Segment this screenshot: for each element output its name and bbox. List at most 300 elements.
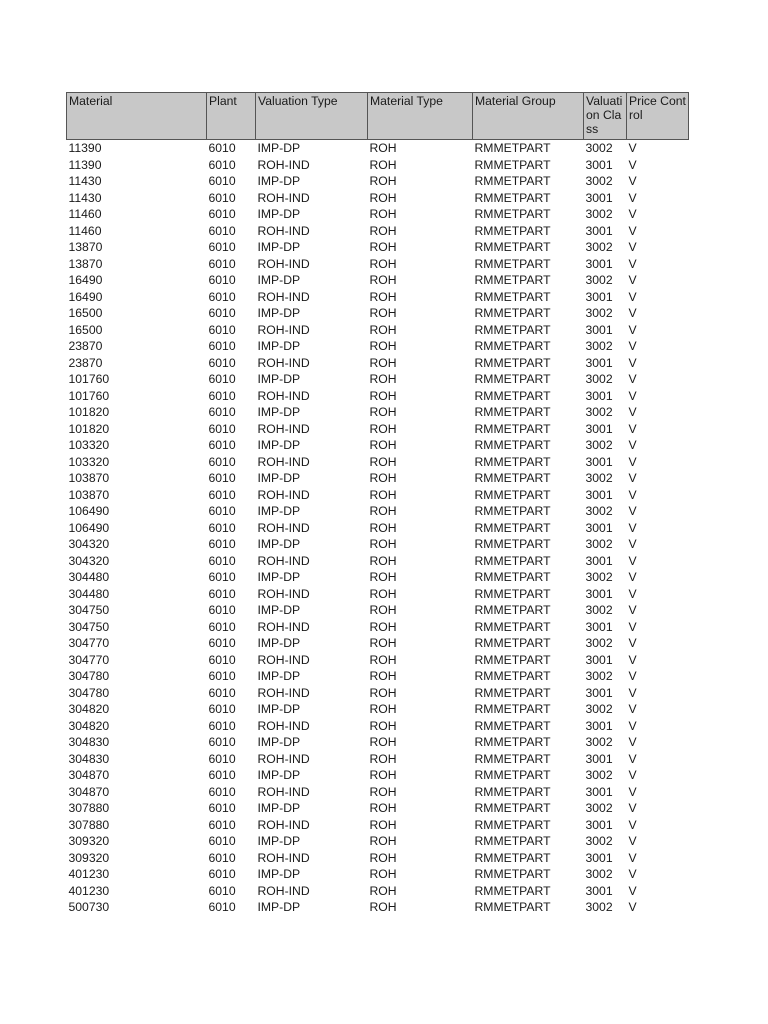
cell-plant: 6010 (208, 520, 236, 535)
cell-material-type: ROH (369, 454, 397, 469)
cell-valuation-type: IMP-DP (257, 669, 301, 683)
cell-material-group: RMMETPART (474, 817, 551, 832)
cell-valuation-type: IMP-DP (257, 438, 301, 452)
cell-material-type: ROH (369, 190, 397, 205)
cell-valuation-type: ROH-IND (257, 652, 310, 667)
table-row (67, 652, 689, 669)
cell-valuation-class: 3002 (585, 504, 613, 518)
cell-price-control: V (628, 256, 637, 271)
table-header (67, 93, 689, 140)
cell-material: 304770 (68, 652, 110, 667)
cell-material-type: ROH (369, 256, 397, 271)
cell-valuation-type: IMP-DP (257, 339, 301, 353)
cell-material-type: ROH (369, 273, 397, 287)
cell-material: 11430 (68, 190, 102, 205)
cell-material: 401230 (68, 883, 110, 898)
cell-plant: 6010 (208, 784, 236, 799)
cell-material: 304870 (68, 784, 110, 799)
table-row (67, 503, 689, 520)
cell-price-control: V (628, 735, 637, 749)
cell-material-type: ROH (369, 372, 397, 386)
cell-material-group: RMMETPART (474, 718, 551, 733)
table-row (67, 454, 689, 471)
table-row (67, 520, 689, 537)
cell-material: 23870 (68, 355, 103, 370)
table-row (67, 289, 689, 306)
table-row (67, 767, 689, 784)
cell-material-type: ROH (369, 174, 397, 188)
header-material: Material (67, 93, 207, 140)
cell-valuation-type: ROH-IND (257, 718, 310, 733)
table-row (67, 206, 689, 223)
cell-material-type: ROH (369, 850, 397, 865)
cell-valuation-class: 3001 (585, 586, 613, 601)
cell-price-control: V (628, 834, 637, 848)
header-plant: Plant (207, 93, 256, 140)
material-valuation-table (66, 92, 689, 916)
table-row (67, 140, 689, 157)
table-row (67, 569, 689, 586)
cell-material: 101760 (68, 372, 110, 386)
cell-valuation-class: 3002 (585, 471, 613, 485)
table-row (67, 635, 689, 652)
table-row (67, 883, 689, 900)
cell-material: 106490 (68, 504, 110, 518)
table-row (67, 866, 689, 883)
cell-plant: 6010 (208, 883, 236, 898)
table-row (67, 800, 689, 817)
cell-valuation-type: ROH-IND (257, 883, 310, 898)
cell-material: 11390 (68, 141, 102, 155)
cell-valuation-class: 3001 (585, 520, 613, 535)
cell-price-control: V (628, 817, 637, 832)
table-row (67, 751, 689, 768)
cell-plant: 6010 (208, 174, 236, 188)
cell-plant: 6010 (208, 553, 236, 568)
cell-valuation-type: IMP-DP (257, 174, 301, 188)
cell-material: 11460 (68, 223, 102, 238)
cell-valuation-class: 3002 (585, 306, 613, 320)
table-row (67, 322, 689, 339)
cell-material-group: RMMETPART (474, 834, 551, 848)
cell-price-control: V (628, 141, 637, 155)
cell-material-type: ROH (369, 652, 397, 667)
cell-material-type: ROH (369, 322, 397, 337)
cell-plant: 6010 (208, 487, 236, 502)
cell-price-control: V (628, 421, 637, 436)
table-row (67, 817, 689, 834)
cell-valuation-class: 3002 (585, 537, 613, 551)
header-price-control: Price Control (627, 93, 689, 140)
cell-valuation-type: ROH-IND (257, 322, 310, 337)
cell-plant: 6010 (208, 768, 236, 782)
cell-material: 304870 (68, 768, 110, 782)
cell-material-group: RMMETPART (474, 570, 551, 584)
cell-material-group: RMMETPART (474, 273, 551, 287)
cell-material-type: ROH (369, 636, 397, 650)
table-row (67, 553, 689, 570)
cell-material-group: RMMETPART (474, 174, 551, 188)
cell-material: 304320 (68, 553, 110, 568)
cell-material: 16490 (68, 273, 103, 287)
cell-valuation-type: ROH-IND (257, 256, 310, 271)
cell-price-control: V (628, 718, 637, 733)
cell-price-control: V (628, 438, 637, 452)
cell-material-group: RMMETPART (474, 405, 551, 419)
cell-valuation-type: IMP-DP (257, 867, 301, 881)
cell-valuation-type: IMP-DP (257, 273, 301, 287)
cell-valuation-class: 3001 (585, 718, 613, 733)
cell-plant: 6010 (208, 586, 236, 601)
cell-material: 309320 (68, 850, 110, 865)
header-material-group: Material Group (473, 93, 584, 140)
cell-valuation-class: 3002 (585, 141, 613, 155)
cell-price-control: V (628, 355, 637, 370)
table-row (67, 536, 689, 553)
cell-material-group: RMMETPART (474, 553, 551, 568)
cell-plant: 6010 (208, 669, 236, 683)
cell-material-group: RMMETPART (474, 619, 551, 634)
cell-material-type: ROH (369, 817, 397, 832)
cell-material-type: ROH (369, 768, 397, 782)
cell-valuation-class: 3001 (585, 850, 613, 865)
cell-valuation-class: 3002 (585, 207, 613, 221)
cell-price-control: V (628, 454, 637, 469)
cell-valuation-class: 3002 (585, 174, 613, 188)
cell-plant: 6010 (208, 652, 236, 667)
cell-material-type: ROH (369, 438, 397, 452)
cell-plant: 6010 (208, 388, 236, 403)
cell-material-type: ROH (369, 801, 397, 815)
cell-price-control: V (628, 586, 637, 601)
cell-material: 103320 (68, 438, 110, 452)
cell-price-control: V (628, 537, 637, 551)
table-row (67, 619, 689, 636)
cell-material: 16490 (68, 289, 103, 304)
cell-valuation-type: ROH-IND (257, 223, 310, 238)
cell-material-group: RMMETPART (474, 768, 551, 782)
cell-material-type: ROH (369, 900, 397, 914)
cell-material-group: RMMETPART (474, 157, 551, 172)
cell-price-control: V (628, 867, 637, 881)
cell-valuation-class: 3001 (585, 289, 613, 304)
cell-plant: 6010 (208, 751, 236, 766)
cell-plant: 6010 (208, 322, 236, 337)
cell-material-type: ROH (369, 487, 397, 502)
cell-price-control: V (628, 174, 637, 188)
cell-plant: 6010 (208, 900, 236, 914)
cell-valuation-type: IMP-DP (257, 768, 301, 782)
cell-price-control: V (628, 289, 637, 304)
cell-price-control: V (628, 339, 637, 353)
cell-material-group: RMMETPART (474, 603, 551, 617)
cell-material: 23870 (68, 339, 103, 353)
cell-valuation-type: IMP-DP (257, 801, 301, 815)
cell-price-control: V (628, 223, 637, 238)
cell-valuation-type: ROH-IND (257, 454, 310, 469)
cell-material: 11390 (68, 157, 102, 172)
cell-material-type: ROH (369, 141, 397, 155)
cell-price-control: V (628, 570, 637, 584)
cell-material-group: RMMETPART (474, 289, 551, 304)
cell-material-type: ROH (369, 240, 397, 254)
cell-material-group: RMMETPART (474, 322, 551, 337)
cell-valuation-class: 3001 (585, 190, 613, 205)
cell-valuation-type: ROH-IND (257, 388, 310, 403)
cell-plant: 6010 (208, 685, 236, 700)
cell-material-type: ROH (369, 603, 397, 617)
cell-valuation-type: IMP-DP (257, 471, 301, 485)
cell-material-group: RMMETPART (474, 784, 551, 799)
header-valuation-class: Valuation Class (584, 93, 627, 140)
cell-material: 304750 (68, 619, 110, 634)
cell-valuation-class: 3002 (585, 636, 613, 650)
cell-price-control: V (628, 702, 637, 716)
cell-plant: 6010 (208, 372, 236, 386)
cell-material-group: RMMETPART (474, 867, 551, 881)
table-row (67, 157, 689, 174)
cell-plant: 6010 (208, 850, 236, 865)
cell-plant: 6010 (208, 817, 236, 832)
cell-material-type: ROH (369, 289, 397, 304)
cell-valuation-type: ROH-IND (257, 289, 310, 304)
table-row (67, 305, 689, 322)
cell-valuation-type: IMP-DP (257, 702, 301, 716)
cell-valuation-type: ROH-IND (257, 553, 310, 568)
header-valuation-type: Valuation Type (256, 93, 368, 140)
cell-material-type: ROH (369, 339, 397, 353)
cell-material: 304830 (68, 735, 110, 749)
cell-price-control: V (628, 388, 637, 403)
table-row (67, 173, 689, 190)
cell-price-control: V (628, 784, 637, 799)
cell-plant: 6010 (208, 306, 236, 320)
cell-price-control: V (628, 685, 637, 700)
cell-material-type: ROH (369, 669, 397, 683)
cell-price-control: V (628, 883, 637, 898)
cell-material-type: ROH (369, 504, 397, 518)
cell-material: 13870 (68, 240, 103, 254)
cell-valuation-class: 3001 (585, 883, 613, 898)
table-row (67, 718, 689, 735)
cell-material-type: ROH (369, 306, 397, 320)
cell-valuation-class: 3002 (585, 273, 613, 287)
cell-material-type: ROH (369, 421, 397, 436)
cell-valuation-type: ROH-IND (257, 619, 310, 634)
cell-plant: 6010 (208, 619, 236, 634)
cell-price-control: V (628, 487, 637, 502)
cell-valuation-class: 3002 (585, 405, 613, 419)
cell-material-group: RMMETPART (474, 240, 551, 254)
cell-material-group: RMMETPART (474, 471, 551, 485)
cell-valuation-class: 3001 (585, 355, 613, 370)
cell-valuation-class: 3001 (585, 817, 613, 832)
cell-material-type: ROH (369, 702, 397, 716)
cell-material-group: RMMETPART (474, 520, 551, 535)
cell-plant: 6010 (208, 801, 236, 815)
cell-price-control: V (628, 157, 637, 172)
cell-plant: 6010 (208, 603, 236, 617)
cell-valuation-class: 3002 (585, 240, 613, 254)
cell-valuation-class: 3001 (585, 685, 613, 700)
cell-valuation-type: IMP-DP (257, 240, 301, 254)
cell-valuation-type: IMP-DP (257, 603, 301, 617)
cell-valuation-class: 3002 (585, 669, 613, 683)
cell-valuation-class: 3001 (585, 652, 613, 667)
cell-material-group: RMMETPART (474, 702, 551, 716)
cell-price-control: V (628, 190, 637, 205)
cell-plant: 6010 (208, 207, 236, 221)
cell-price-control: V (628, 900, 637, 914)
cell-valuation-class: 3001 (585, 619, 613, 634)
cell-material: 304830 (68, 751, 110, 766)
cell-plant: 6010 (208, 240, 236, 254)
cell-valuation-type: IMP-DP (257, 372, 301, 386)
cell-material: 304480 (68, 570, 110, 584)
cell-material-type: ROH (369, 735, 397, 749)
cell-material-type: ROH (369, 355, 397, 370)
cell-valuation-class: 3001 (585, 454, 613, 469)
cell-valuation-type: IMP-DP (257, 306, 301, 320)
cell-material-group: RMMETPART (474, 735, 551, 749)
cell-material-group: RMMETPART (474, 372, 551, 386)
cell-material-type: ROH (369, 619, 397, 634)
table-row (67, 899, 689, 916)
cell-valuation-type: ROH-IND (257, 190, 310, 205)
cell-valuation-class: 3001 (585, 223, 613, 238)
cell-material: 16500 (68, 306, 103, 320)
cell-price-control: V (628, 850, 637, 865)
cell-material-group: RMMETPART (474, 537, 551, 551)
cell-price-control: V (628, 520, 637, 535)
cell-plant: 6010 (208, 289, 236, 304)
cell-material: 307880 (68, 801, 110, 815)
cell-plant: 6010 (208, 471, 236, 485)
cell-valuation-class: 3002 (585, 603, 613, 617)
cell-plant: 6010 (208, 834, 236, 848)
cell-plant: 6010 (208, 718, 236, 733)
cell-plant: 6010 (208, 339, 236, 353)
cell-plant: 6010 (208, 157, 236, 172)
cell-plant: 6010 (208, 405, 236, 419)
table-row (67, 734, 689, 751)
cell-material-type: ROH (369, 586, 397, 601)
table-row (67, 421, 689, 438)
cell-material: 304820 (68, 718, 110, 733)
cell-price-control: V (628, 751, 637, 766)
cell-material-group: RMMETPART (474, 454, 551, 469)
table-row (67, 487, 689, 504)
cell-plant: 6010 (208, 355, 236, 370)
cell-material-type: ROH (369, 471, 397, 485)
cell-valuation-type: ROH-IND (257, 784, 310, 799)
cell-plant: 6010 (208, 438, 236, 452)
cell-material: 304750 (68, 603, 110, 617)
table-row (67, 371, 689, 388)
cell-material: 304320 (68, 537, 110, 551)
cell-plant: 6010 (208, 504, 236, 518)
cell-material: 101820 (68, 421, 110, 436)
header-row (67, 93, 689, 140)
cell-material-group: RMMETPART (474, 850, 551, 865)
cell-valuation-type: ROH-IND (257, 157, 310, 172)
cell-material: 11460 (68, 207, 102, 221)
cell-material-type: ROH (369, 867, 397, 881)
cell-valuation-type: IMP-DP (257, 537, 301, 551)
cell-valuation-type: IMP-DP (257, 405, 301, 419)
cell-price-control: V (628, 504, 637, 518)
cell-material-group: RMMETPART (474, 438, 551, 452)
cell-valuation-class: 3001 (585, 256, 613, 271)
table-row (67, 355, 689, 372)
cell-plant: 6010 (208, 537, 236, 551)
cell-material: 307880 (68, 817, 110, 832)
cell-valuation-type: ROH-IND (257, 487, 310, 502)
table-row (67, 404, 689, 421)
cell-valuation-type: IMP-DP (257, 735, 301, 749)
cell-material: 101760 (68, 388, 110, 403)
cell-plant: 6010 (208, 636, 236, 650)
cell-price-control: V (628, 273, 637, 287)
cell-material-group: RMMETPART (474, 801, 551, 815)
cell-material-group: RMMETPART (474, 652, 551, 667)
cell-valuation-class: 3001 (585, 421, 613, 436)
cell-material-group: RMMETPART (474, 207, 551, 221)
cell-material: 101820 (68, 405, 110, 419)
table-row (67, 338, 689, 355)
table-row (67, 586, 689, 603)
cell-plant: 6010 (208, 190, 236, 205)
cell-valuation-class: 3002 (585, 570, 613, 584)
cell-plant: 6010 (208, 141, 236, 155)
cell-material-type: ROH (369, 537, 397, 551)
cell-plant: 6010 (208, 256, 236, 271)
cell-valuation-class: 3002 (585, 702, 613, 716)
table-row (67, 602, 689, 619)
cell-price-control: V (628, 768, 637, 782)
table-row (67, 470, 689, 487)
cell-material-group: RMMETPART (474, 141, 551, 155)
cell-material-group: RMMETPART (474, 355, 551, 370)
cell-valuation-type: ROH-IND (257, 586, 310, 601)
cell-material-group: RMMETPART (474, 339, 551, 353)
cell-material: 401230 (68, 867, 110, 881)
cell-valuation-type: IMP-DP (257, 207, 301, 221)
cell-price-control: V (628, 471, 637, 485)
table-row (67, 256, 689, 273)
table-row (67, 190, 689, 207)
header-material-type: Material Type (368, 93, 473, 140)
cell-material: 304480 (68, 586, 110, 601)
cell-valuation-class: 3002 (585, 867, 613, 881)
cell-material-type: ROH (369, 207, 397, 221)
cell-material-group: RMMETPART (474, 636, 551, 650)
cell-material-group: RMMETPART (474, 669, 551, 683)
cell-material: 103870 (68, 487, 110, 502)
cell-price-control: V (628, 603, 637, 617)
cell-valuation-class: 3001 (585, 487, 613, 502)
cell-plant: 6010 (208, 702, 236, 716)
cell-plant: 6010 (208, 570, 236, 584)
cell-valuation-type: ROH-IND (257, 355, 310, 370)
cell-valuation-class: 3001 (585, 784, 613, 799)
cell-valuation-class: 3001 (585, 157, 613, 172)
cell-material: 500730 (68, 900, 110, 914)
table-row (67, 239, 689, 256)
cell-price-control: V (628, 636, 637, 650)
cell-valuation-type: ROH-IND (257, 520, 310, 535)
cell-material-type: ROH (369, 718, 397, 733)
